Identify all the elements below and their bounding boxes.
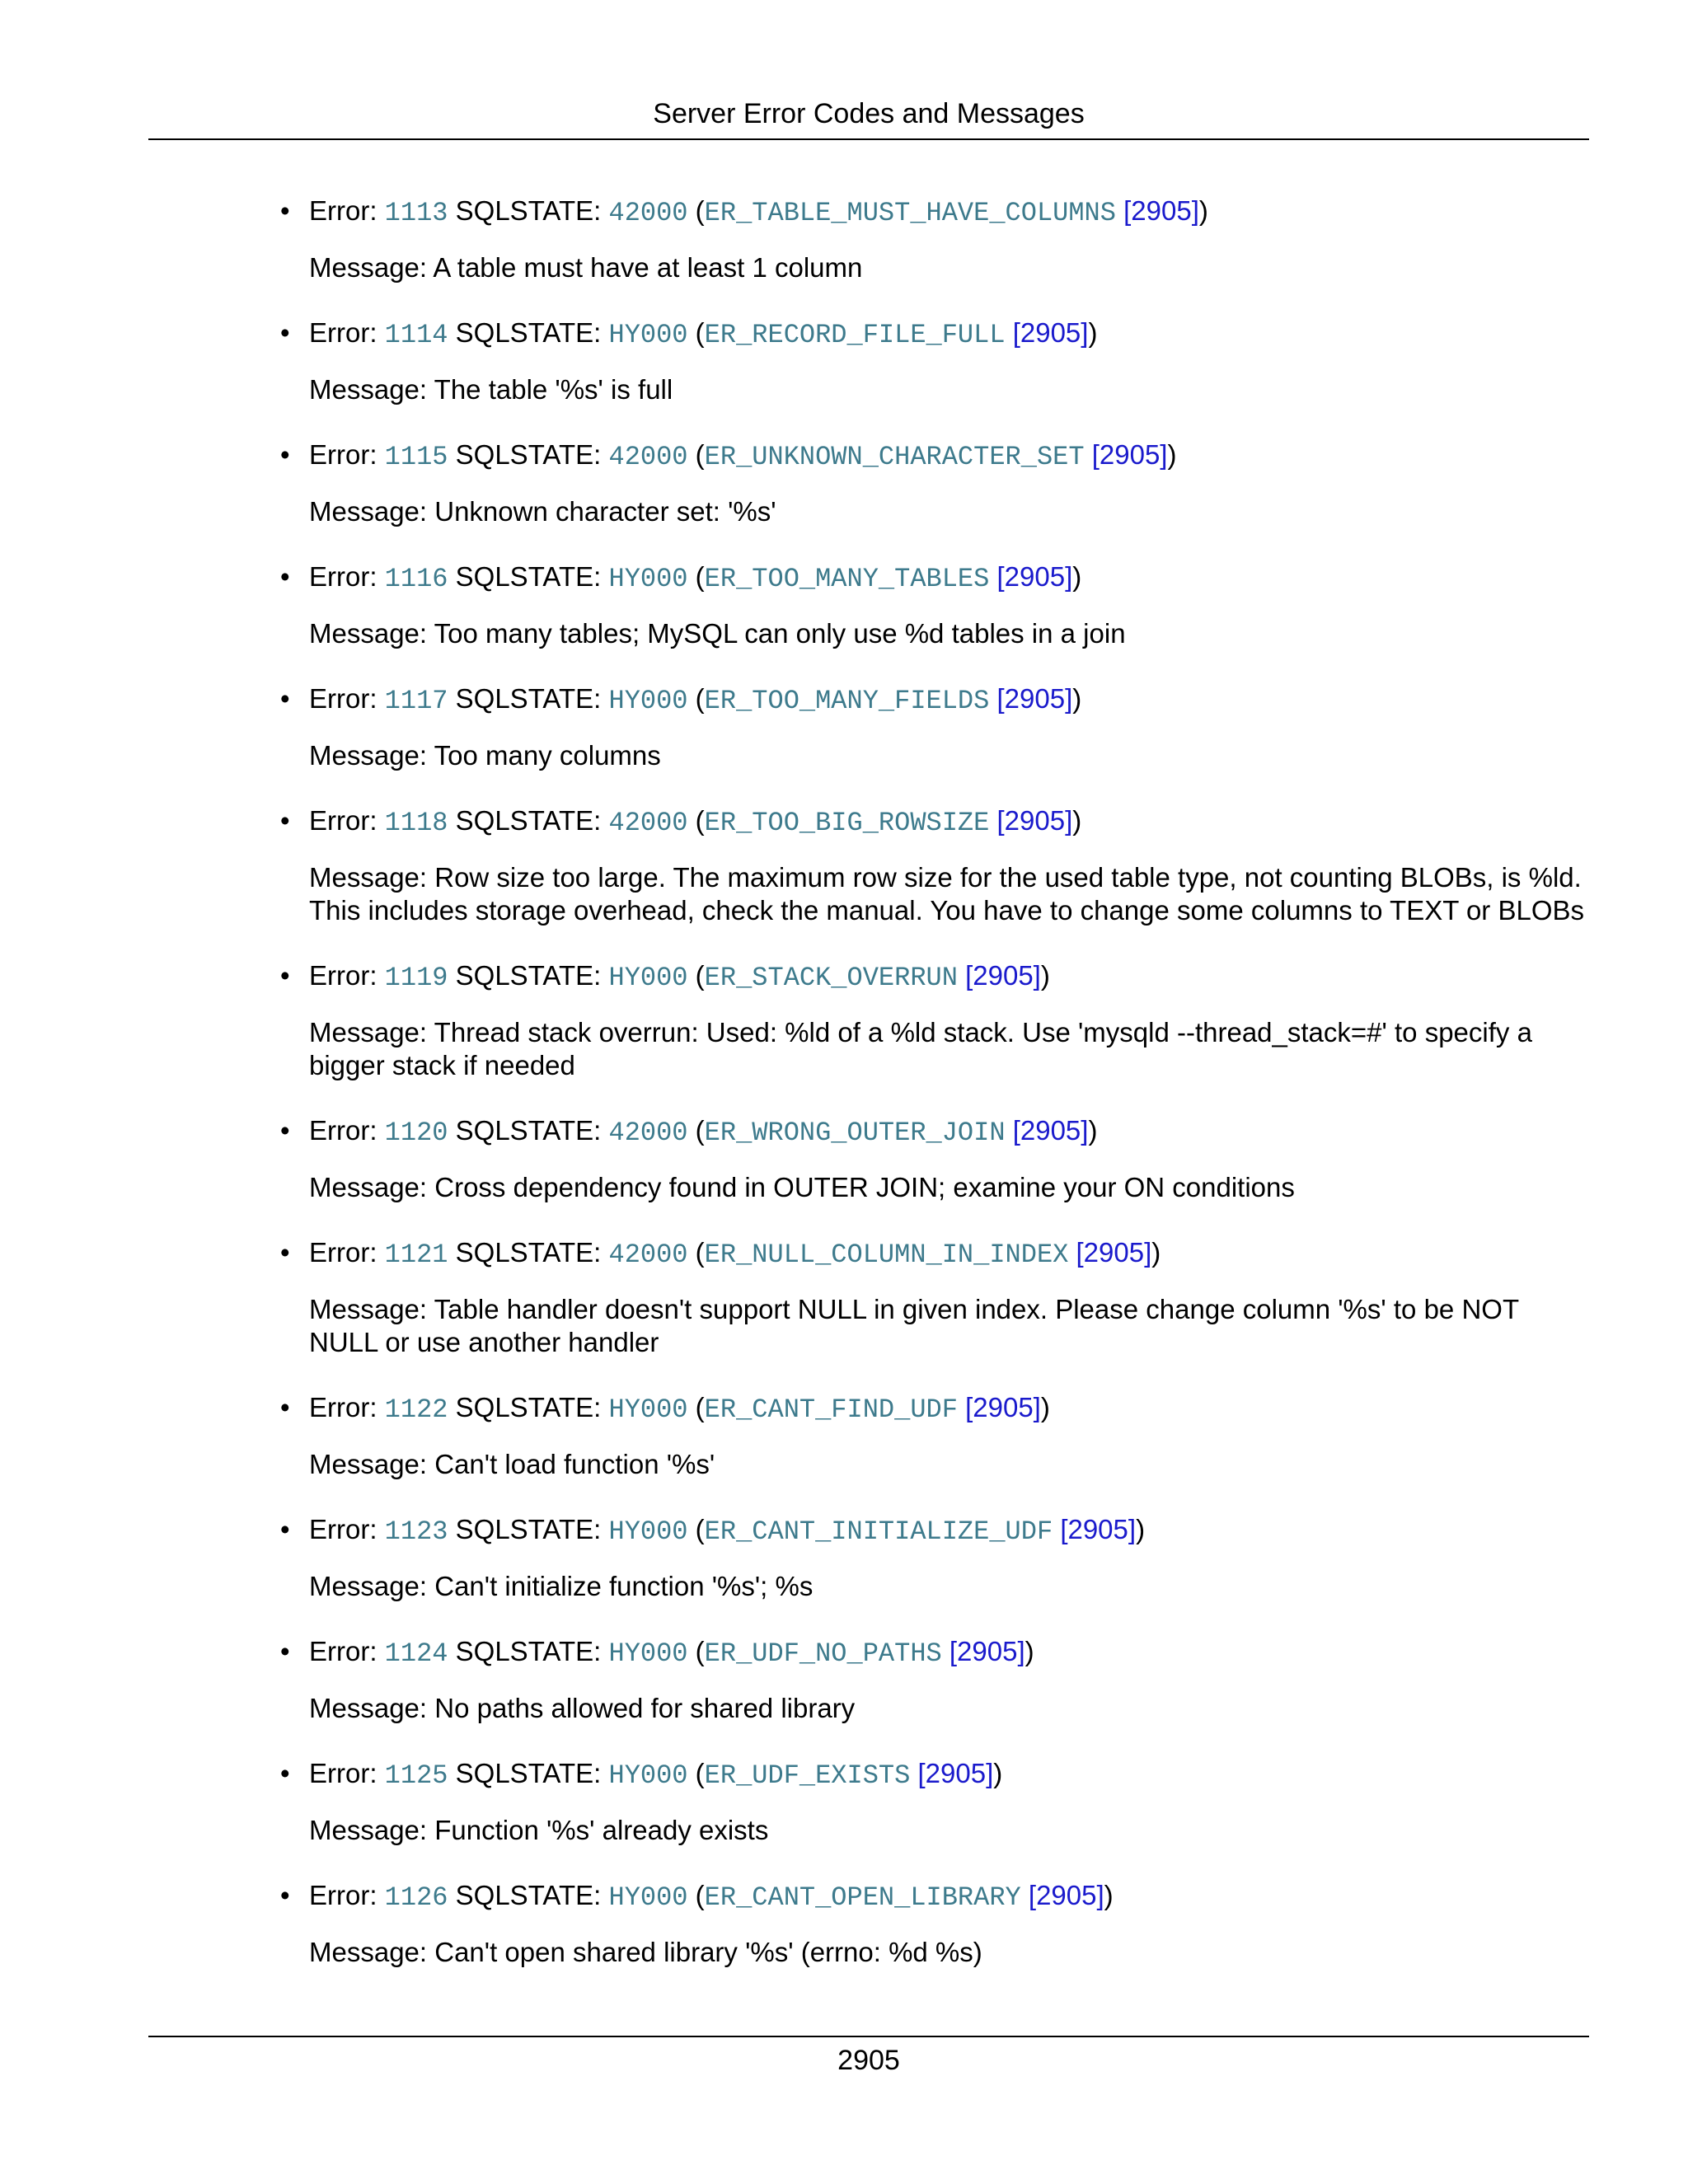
sqlstate-label: SQLSTATE: [448,439,609,470]
sqlstate-value: HY000 [608,963,688,993]
error-number: 1113 [384,198,448,228]
error-number: 1120 [384,1118,448,1148]
open-paren: ( [687,1880,705,1910]
bullet-icon: • [280,1237,290,1268]
error-message [280,1448,1587,1481]
page-reference-link[interactable]: [2905] [996,561,1073,592]
error-line [280,1233,1587,1275]
error-entry [280,557,1587,650]
page-reference-link[interactable]: [2905] [1091,439,1168,470]
page-number: 2905 [148,2036,1589,2080]
close-paren: ) [1088,1115,1098,1146]
error-symbol: ER_TOO_BIG_ROWSIZE [704,808,990,838]
open-paren: ( [687,1514,705,1544]
sqlstate-value: 42000 [608,1240,688,1270]
bullet-icon: • [280,317,290,348]
error-entry [280,801,1587,927]
error-line [280,679,1587,721]
sqlstate-value: 42000 [608,198,688,228]
error-number: 1125 [384,1760,448,1791]
message-label: Message: [309,618,434,649]
sqlstate-value: HY000 [608,1882,688,1913]
error-label: Error: [309,805,385,836]
open-paren: ( [687,1392,705,1422]
page-reference-link[interactable]: [2905] [1012,1115,1089,1146]
error-message [280,861,1587,927]
error-line [280,956,1587,998]
error-number: 1119 [384,963,448,993]
error-symbol: ER_STACK_OVERRUN [704,963,958,993]
message-label: Message: [309,862,435,893]
message-label: Message: [309,1449,435,1479]
open-paren: ( [687,439,705,470]
error-entry [280,1233,1587,1359]
page-header: Server Error Codes and Messages [148,92,1589,140]
error-label: Error: [309,1758,385,1788]
sqlstate-value: 42000 [608,1118,688,1148]
error-symbol: ER_UNKNOWN_CHARACTER_SET [704,442,1085,472]
page-reference-link[interactable]: [2905] [1028,1880,1104,1910]
sqlstate-value: HY000 [608,1394,688,1425]
error-message [280,1016,1587,1082]
message-text: Row size too large. The maximum row size for the used table type, not counting BLOBs, is %ld. This includes storage overhead, check the manual. You have to change some columns to TEXT or BLOBs [309,862,1585,926]
page-reference-link[interactable]: [2905] [917,1758,994,1788]
open-paren: ( [687,805,705,836]
error-number: 1116 [384,564,448,594]
error-line [280,1388,1587,1430]
error-line [280,1754,1587,1796]
sqlstate-label: SQLSTATE: [448,1636,609,1666]
error-list [280,191,1587,1998]
open-paren: ( [687,561,705,592]
sqlstate-label: SQLSTATE: [448,960,609,991]
error-number: 1115 [384,442,448,472]
error-label: Error: [309,1115,385,1146]
error-number: 1124 [384,1638,448,1669]
page-reference-link[interactable]: [2905] [1060,1514,1137,1544]
page-reference-link[interactable]: [2905] [996,805,1073,836]
error-message [280,1936,1587,1969]
sqlstate-label: SQLSTATE: [448,1514,609,1544]
bullet-icon: • [280,195,290,226]
message-text: Can't open shared library '%s' (errno: %d %s) [434,1937,982,1967]
error-entry [280,435,1587,528]
error-symbol: ER_UDF_EXISTS [704,1760,911,1791]
message-text: No paths allowed for shared library [434,1693,856,1723]
error-message [280,739,1587,772]
message-text: Can't load function '%s' [434,1449,715,1479]
message-label: Message: [309,1571,435,1601]
page-reference-link[interactable]: [2905] [1076,1237,1152,1268]
error-entry [280,1876,1587,1969]
error-message [280,617,1587,650]
bullet-icon: • [280,439,290,470]
error-line [280,313,1587,355]
sqlstate-label: SQLSTATE: [448,1392,609,1422]
message-text: Thread stack overrun: Used: %ld of a %ld stack. Use 'mysqld --thread_stack=#' to specify a bigger stack if needed [309,1017,1532,1080]
message-text: Too many tables; MySQL can only use %d tables in a join [434,618,1126,649]
error-line [280,1111,1587,1153]
message-label: Message: [309,1937,435,1967]
error-line [280,1876,1587,1918]
error-line [280,557,1587,599]
error-label: Error: [309,1392,385,1422]
open-paren: ( [687,317,705,348]
error-number: 1118 [384,808,448,838]
message-text: Too many columns [434,740,661,771]
error-symbol: ER_NULL_COLUMN_IN_INDEX [704,1240,1069,1270]
close-paren: ) [1136,1514,1146,1544]
error-message [280,1570,1587,1603]
error-message [280,1293,1587,1359]
sqlstate-label: SQLSTATE: [448,1758,609,1788]
error-entry [280,1510,1587,1603]
message-text: Function '%s' already exists [434,1815,769,1845]
message-label: Message: [309,1815,435,1845]
error-entry [280,956,1587,1082]
error-label: Error: [309,195,385,226]
error-label: Error: [309,317,385,348]
close-paren: ) [1040,960,1050,991]
error-label: Error: [309,960,385,991]
page-reference-link[interactable]: [2905] [949,1636,1025,1666]
close-paren: ) [1198,195,1208,226]
message-label: Message: [309,1693,435,1723]
error-message [280,1814,1587,1847]
bullet-icon: • [280,1880,290,1910]
message-label: Message: [309,740,434,771]
error-entry [280,191,1587,284]
sqlstate-value: 42000 [608,442,688,472]
error-symbol: ER_CANT_INITIALIZE_UDF [704,1516,1053,1547]
error-label: Error: [309,1880,385,1910]
error-message [280,1692,1587,1725]
bullet-icon: • [280,561,290,592]
sqlstate-value: HY000 [608,1760,688,1791]
sqlstate-label: SQLSTATE: [448,317,609,348]
error-label: Error: [309,1636,385,1666]
close-paren: ) [1025,1636,1034,1666]
message-label: Message: [309,374,434,405]
open-paren: ( [687,1758,705,1788]
close-paren: ) [1040,1392,1050,1422]
page-reference-link[interactable]: [2905] [996,683,1073,714]
bullet-icon: • [280,1758,290,1788]
sqlstate-label: SQLSTATE: [448,1237,609,1268]
error-number: 1117 [384,686,448,716]
page-reference-link[interactable]: [2905] [1012,317,1089,348]
bullet-icon: • [280,960,290,991]
sqlstate-value: HY000 [608,1516,688,1547]
sqlstate-value: 42000 [608,808,688,838]
bullet-icon: • [280,1392,290,1422]
open-paren: ( [687,683,705,714]
bullet-icon: • [280,1115,290,1146]
sqlstate-label: SQLSTATE: [448,683,609,714]
bullet-icon: • [280,1636,290,1666]
page-reference-link[interactable]: [2905] [1123,195,1199,226]
sqlstate-label: SQLSTATE: [448,1880,609,1910]
sqlstate-value: HY000 [608,320,688,350]
close-paren: ) [1072,683,1082,714]
close-paren: ) [1167,439,1177,470]
error-line [280,801,1587,843]
error-label: Error: [309,561,385,592]
error-message [280,495,1587,528]
open-paren: ( [687,1636,705,1666]
sqlstate-label: SQLSTATE: [448,561,609,592]
error-number: 1114 [384,320,448,350]
bullet-icon: • [280,683,290,714]
error-symbol: ER_TOO_MANY_TABLES [704,564,990,594]
sqlstate-label: SQLSTATE: [448,805,609,836]
error-entry [280,1754,1587,1847]
error-symbol: ER_CANT_OPEN_LIBRARY [704,1882,1021,1913]
page-reference-link[interactable]: [2905] [965,960,1041,991]
error-label: Error: [309,1237,385,1268]
open-paren: ( [687,1237,705,1268]
message-text: Unknown character set: '%s' [434,496,776,527]
message-label: Message: [309,252,434,283]
error-entry [280,313,1587,406]
error-label: Error: [309,683,385,714]
error-entry [280,679,1587,772]
sqlstate-value: HY000 [608,686,688,716]
message-label: Message: [309,1017,434,1047]
close-paren: ) [993,1758,1003,1788]
message-text: Cross dependency found in OUTER JOIN; examine your ON conditions [434,1172,1295,1202]
error-entry [280,1388,1587,1481]
error-label: Error: [309,439,385,470]
error-label: Error: [309,1514,385,1544]
message-label: Message: [309,1172,435,1202]
error-line [280,1510,1587,1552]
open-paren: ( [687,1115,705,1146]
sqlstate-label: SQLSTATE: [448,1115,609,1146]
error-symbol: ER_CANT_FIND_UDF [704,1394,958,1425]
error-entry [280,1632,1587,1725]
close-paren: ) [1072,561,1082,592]
page-reference-link[interactable]: [2905] [965,1392,1041,1422]
message-label: Message: [309,1294,434,1324]
error-line [280,1632,1587,1674]
error-symbol: ER_UDF_NO_PATHS [704,1638,942,1669]
error-symbol: ER_WRONG_OUTER_JOIN [704,1118,1006,1148]
error-entry [280,1111,1587,1204]
error-line [280,191,1587,233]
error-line [280,435,1587,477]
error-number: 1121 [384,1240,448,1270]
close-paren: ) [1151,1237,1161,1268]
close-paren: ) [1104,1880,1114,1910]
message-text: A table must have at least 1 column [433,252,863,283]
bullet-icon: • [280,1514,290,1544]
close-paren: ) [1072,805,1082,836]
message-label: Message: [309,496,435,527]
sqlstate-value: HY000 [608,1638,688,1669]
bullet-icon: • [280,805,290,836]
error-symbol: ER_RECORD_FILE_FULL [704,320,1006,350]
error-symbol: ER_TOO_MANY_FIELDS [704,686,990,716]
error-message [280,1171,1587,1204]
error-number: 1122 [384,1394,448,1425]
sqlstate-value: HY000 [608,564,688,594]
sqlstate-label: SQLSTATE: [448,195,609,226]
error-message [280,251,1587,284]
message-text: Can't initialize function '%s'; %s [434,1571,814,1601]
open-paren: ( [687,960,705,991]
close-paren: ) [1088,317,1098,348]
error-number: 1126 [384,1882,448,1913]
message-text: The table '%s' is full [434,374,673,405]
error-number: 1123 [384,1516,448,1547]
error-message [280,373,1587,406]
error-symbol: ER_TABLE_MUST_HAVE_COLUMNS [704,198,1116,228]
open-paren: ( [687,195,705,226]
message-text: Table handler doesn't support NULL in given index. Please change column '%s' to be NOT NULL or use another handler [309,1294,1519,1357]
